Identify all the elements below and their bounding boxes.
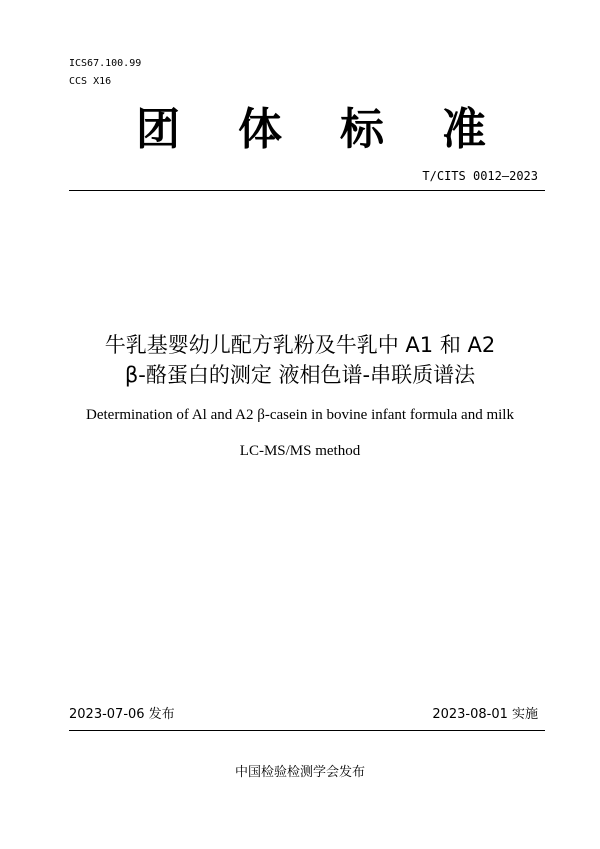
document-type-char-3: 标 <box>340 104 384 155</box>
english-title: Determination of Al and A2 β-casein in bovine infant formula and milk <box>86 407 514 423</box>
document-type-char-1: 团 <box>136 104 180 155</box>
standard-number: T/CITS 0012—2023 <box>422 169 538 183</box>
chinese-title <box>0 330 600 390</box>
chinese-title-line-1: 牛乳基婴幼儿配方乳粉及牛乳中 A1 和 A2 <box>104 333 496 357</box>
english-subtitle: LC-MS/MS method <box>239 443 361 459</box>
header-divider <box>69 190 545 191</box>
chinese-title-line-2: β-酪蛋白的测定 液相色谱-串联质谱法 <box>124 363 476 387</box>
footer-divider <box>69 730 545 731</box>
implementation-date: 2023-08-01 实施 <box>432 707 538 722</box>
document-type-title <box>0 104 600 156</box>
ccs-code: CCS X16 <box>69 76 112 87</box>
publication-date: 2023-07-06 发布 <box>69 707 175 722</box>
publisher: 中国检验检测学会发布 <box>234 765 365 780</box>
document-type-char-2: 体 <box>238 104 282 155</box>
document-type-char-4: 准 <box>442 104 486 155</box>
ics-code: ICS67.100.99 <box>69 58 142 69</box>
